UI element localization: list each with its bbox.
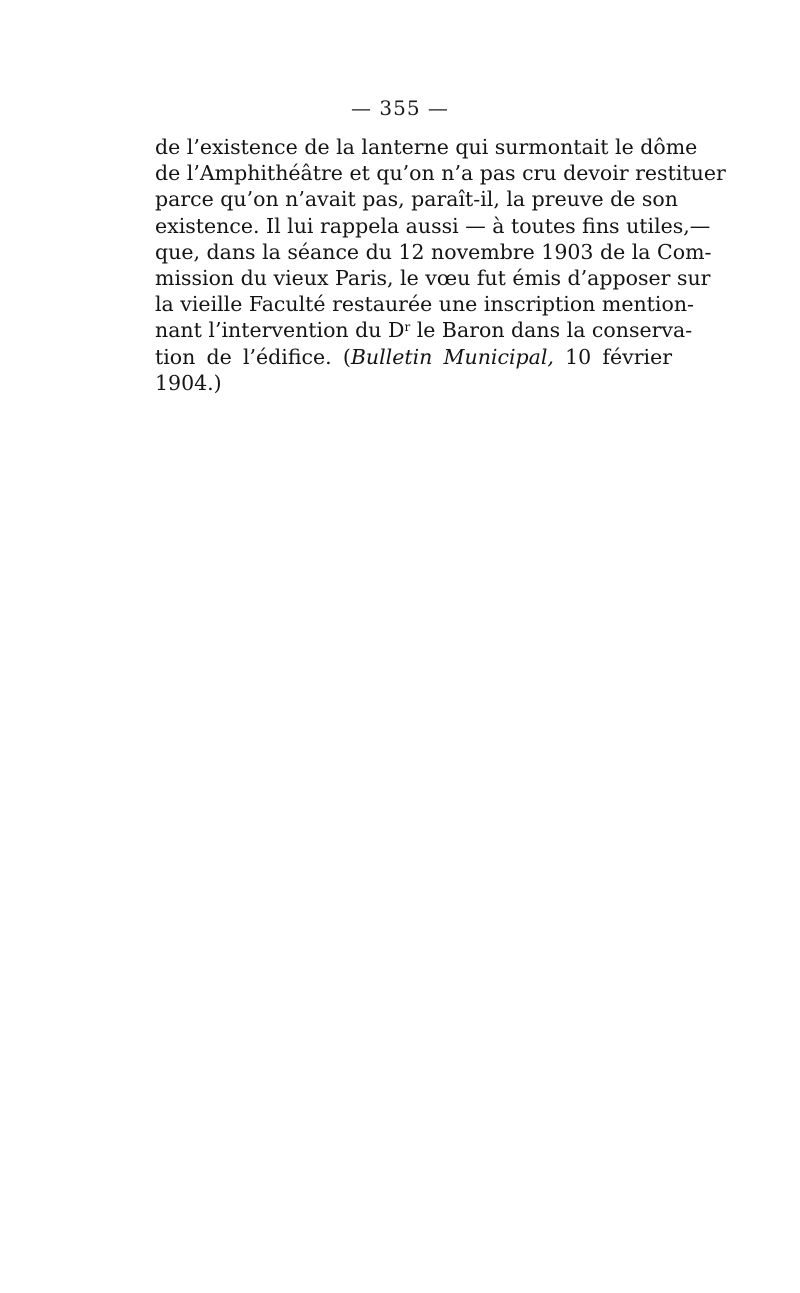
text-line: la vieille Faculté restaurée une inscription mention- (155, 292, 694, 317)
citation-title: Bulletin Municipal, (350, 344, 554, 369)
text-line: que, dans la séance du 12 novembre 1903 de la Com- (155, 239, 712, 264)
body-paragraph (155, 134, 726, 396)
text-segment: le Baron dans la conserva- (410, 318, 693, 343)
text-line: 1904.) (155, 370, 222, 395)
text-line: de l’existence de la lanterne qui surmontait le dôme (155, 135, 698, 159)
page-number: — 355 — (351, 96, 449, 120)
text-line: de l’Amphithéâtre et qu’on n’a pas cru devoir restituer (155, 161, 726, 186)
text-line (155, 344, 672, 370)
text-segment: tion de l’édifice. ( (155, 344, 351, 369)
text-line: parce qu’on n’avait pas, paraît-il, la preuve de son (155, 187, 678, 212)
text-line: existence. Il lui rappela aussi — à toutes fins utiles,— (155, 213, 711, 238)
text-segment: 10 février (553, 344, 672, 369)
text-line: mission du vieux Paris, le vœu fut émis d’apposer sur (155, 265, 711, 290)
text-line (155, 317, 693, 343)
text-segment: nant l’intervention du D (155, 318, 405, 343)
superscript: r (404, 320, 411, 335)
